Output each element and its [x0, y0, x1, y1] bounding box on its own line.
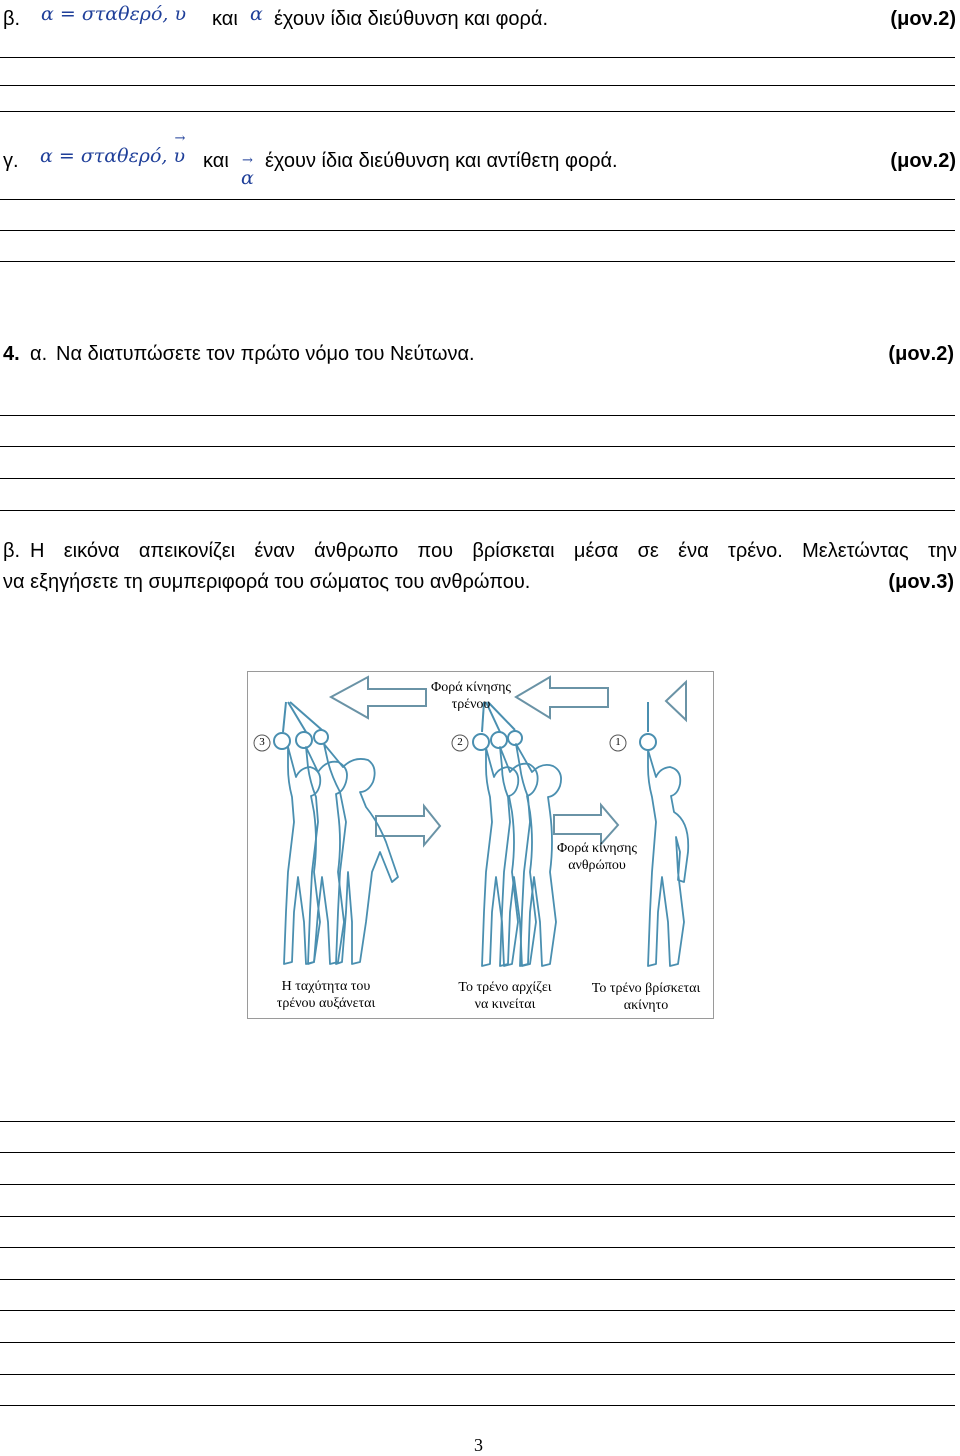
- train-figure: [247, 671, 714, 1019]
- q3b-kai: και: [212, 8, 238, 30]
- q3b-v-symbol: → υ: [174, 3, 186, 25]
- caption-3-line1: Η ταχύτητα του: [281, 979, 371, 994]
- answer-line: [0, 510, 955, 511]
- answer-line: [0, 1216, 955, 1217]
- q4a-label: α.: [30, 343, 48, 365]
- page-number: 3: [474, 1435, 483, 1455]
- train-direction-label: [431, 679, 511, 713]
- q4a-marks: (μον.2): [888, 343, 954, 365]
- answer-line: [0, 1247, 955, 1248]
- q3c-a-symbol: → α: [241, 167, 254, 189]
- q3c-v-symbol: → υ: [173, 145, 185, 167]
- q3b-line: [0, 0, 960, 30]
- q3b-a-symbol: → α: [250, 3, 263, 25]
- answer-line: [0, 111, 955, 112]
- answer-line: [0, 478, 955, 479]
- person-direction-line2: ανθρώπου: [568, 858, 626, 873]
- caption-1: [581, 980, 711, 1014]
- train-direction-arrow-left: [331, 677, 426, 718]
- answer-line: [0, 1342, 955, 1343]
- caption-1-line1: Το τρένο βρίσκεται: [591, 981, 701, 996]
- q3c-marks: (μον.2): [890, 150, 956, 172]
- answer-line: [0, 57, 955, 58]
- caption-3-line2: τρένου αυξάνεται: [276, 996, 376, 1011]
- handle-strap-1: [640, 702, 656, 750]
- q3b-formula-text: α = σταθερό,: [41, 3, 169, 25]
- caption-3: [266, 978, 386, 1012]
- answer-line: [0, 1184, 955, 1185]
- answer-line: [0, 415, 955, 416]
- number-label-3: 3: [259, 736, 265, 748]
- q3b-text: έχουν ίδια διεύθυνση και φορά.: [274, 8, 549, 30]
- handle-straps-3: [274, 702, 328, 749]
- answer-line: [0, 1405, 955, 1406]
- q3b-marks: (μον.2): [890, 8, 956, 30]
- answer-line: [0, 446, 955, 447]
- answer-line: [0, 199, 955, 200]
- answer-line: [0, 261, 955, 262]
- train-direction-arrow-mid: [516, 677, 608, 718]
- train-direction-arrow-right: [666, 682, 686, 720]
- q3c-label: γ.: [3, 150, 19, 172]
- answer-line: [0, 1121, 955, 1122]
- caption-2: [445, 979, 565, 1013]
- q3b-formula: [41, 3, 186, 25]
- answer-line: [0, 230, 955, 231]
- answer-line: [0, 1374, 955, 1375]
- person-direction-arrow-mid: [554, 805, 618, 844]
- caption-1-line2: ακίνητο: [623, 998, 669, 1013]
- q4b-line2: να εξηγήσετε τη συμπεριφορά του σώματος του ανθρώπου.: [3, 571, 531, 593]
- train-direction-line2: τρένου: [451, 697, 491, 712]
- number-label-2: 2: [457, 736, 463, 748]
- answer-line: [0, 1310, 955, 1311]
- q3c-formula-text: α = σταθερό,: [40, 145, 168, 167]
- answer-line: [0, 1279, 955, 1280]
- number-label-1: 1: [615, 736, 621, 748]
- q4a-text: Να διατυπώσετε τον πρώτο νόμο του Νεύτωνα.: [56, 343, 475, 365]
- q4b-marks: (μον.3): [888, 571, 954, 593]
- caption-2-line1: Το τρένο αρχίζει: [458, 980, 552, 995]
- caption-2-line2: να κινείται: [474, 997, 536, 1012]
- train-direction-line1: Φορά κίνησης: [431, 680, 511, 695]
- q4b-label: β.: [3, 540, 21, 562]
- person-direction-label: [557, 840, 637, 874]
- q3c-text: έχουν ίδια διεύθυνση και αντίθετη φορά.: [265, 150, 618, 172]
- q3c-kai: και: [203, 150, 229, 172]
- q4b-line1: Η εικόνα απεικονίζει έναν άνθρωπο που βρίσκεται μέσα σε ένα τρένο. Μελετώντας την: [30, 540, 957, 562]
- q3c-formula: [40, 145, 185, 167]
- person-direction-line1: Φορά κίνησης: [557, 841, 637, 856]
- answer-line: [0, 85, 955, 86]
- answer-line: [0, 1152, 955, 1153]
- q4-number: 4.: [3, 343, 20, 365]
- figure-drawing: [248, 672, 713, 1018]
- q3b-label: β.: [3, 8, 21, 30]
